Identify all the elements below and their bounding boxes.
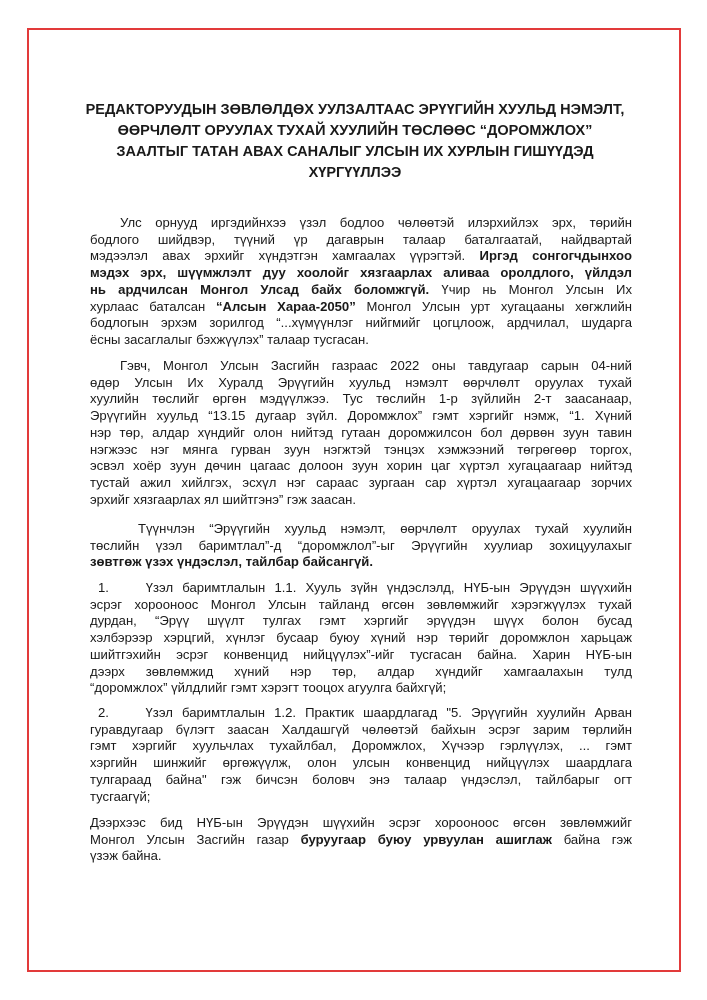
bold-text-run: буруугаар буюу урвуулан ашиглаж bbox=[300, 831, 552, 847]
text-line bbox=[90, 299, 632, 316]
text-run: байна гэж bbox=[563, 831, 632, 847]
text-run: Үчир нь Монгол Улсын Их bbox=[441, 281, 632, 297]
text-line: 1. Үзэл баримтлалын 1.1. Хууль зүйн үндэслэлд, НҮБ-ын Эрүүдэн шүүхийн bbox=[98, 580, 632, 595]
numbered-item-2 bbox=[90, 705, 632, 805]
text-line: гэмт хэргийг хуульчлах тухайлбал, Доромжлох, Хүчээр гэрлүүлэх, ... гэмт bbox=[90, 738, 632, 754]
text-line: хуулийн төслийг өргөн мэдүүлжээ. Тус төслийн 1-р зүйлийн 2-т заасанаар, bbox=[90, 391, 632, 407]
text-line: хэргийн шинжийг өргөжүүлж, олон улсын конвенцид нийцүүлэх шаардлага bbox=[90, 755, 632, 771]
text-run: мэдээлэл авах эрхийг хүндэтгэн хамгаалах үүрэгтэй. bbox=[90, 248, 466, 264]
title-line-4: ХҮРГҮҮЛЛЭЭ bbox=[308, 165, 402, 181]
text-run: Монгол Улсын Засгийн газар bbox=[90, 831, 289, 847]
text-line: нэр төр, алдар хүндийг олон нийтэд гутаан доромжилсон бол дөрвөн зуун тавин bbox=[90, 424, 632, 440]
title-line-1: РЕДАКТОРУУДЫН ЗӨВЛӨЛДӨХ УУЛЗАЛТААС ЭРҮҮГИЙН ХУУЛЬД НЭМЭЛТ, bbox=[85, 102, 625, 118]
text-line: хэлбэрээр хэрцгий, хүнлэг бусаар буюу хүний нэр төрийг доромжлон харьцаж bbox=[90, 630, 632, 646]
text-run: хурлаас баталсан bbox=[90, 298, 206, 314]
text-line: тулгараад байна" гэж бичсэн боловч энэ талаар үндэслэл, тайлбарыг огт bbox=[90, 771, 632, 787]
bold-text-run: Иргэд сонгогчдынхоо bbox=[479, 248, 633, 264]
text-line bbox=[90, 832, 632, 849]
text-run: Монгол Улсын урт хугацааны хөгжлийн bbox=[366, 298, 632, 314]
text-line: Улс орнууд иргэдийнхээ үзэл бодлоо чөлөөтэй илэрхийлэх эрх, төрийн bbox=[120, 215, 632, 230]
text-line: эрхийг хязгаарлах ял шийтгэнэ” гэж заасан. bbox=[90, 491, 357, 507]
paragraph-3 bbox=[90, 521, 632, 571]
text-line: бодлого шийдвэр, түүний үр дагаврын талаар баталгаатай, найдвартай bbox=[90, 231, 632, 247]
text-line: тустай ажил хийлгэх, эсхүл нэг сараас зургаан сар хүртэл хугацаагаар зорчих bbox=[90, 474, 632, 490]
title-line-2: ӨӨРЧЛӨЛТ ОРУУЛАХ ТУХАЙ ХУУЛИЙН ТӨСЛӨӨС “ДОРОМЖЛОХ” bbox=[117, 123, 593, 139]
text-line: тусгаагүй; bbox=[90, 788, 151, 804]
text-line: ёсны засаглалыг бэхжүүлэх” талаар тусгасан. bbox=[90, 331, 369, 347]
text-line: өдөр Улсын Их Хуралд Эрүүгийн хуульд нэмэлт өөрчлөлт оруулах тухай bbox=[90, 374, 632, 390]
text-line: эсвэл хоёр зуун дөчин цагаас долоон зуун хорин цаг хүртэл хугацаагаар нийтэд bbox=[90, 458, 632, 474]
document-title bbox=[60, 100, 650, 184]
text-line bbox=[90, 265, 632, 282]
text-line bbox=[90, 282, 632, 299]
bold-text-run: нь ардчилсан Монгол Улсад байх боломжгүй. bbox=[90, 281, 430, 297]
text-line: бодлогын эрхэм зорилгод “...хүмүүнлэг нийгмийг цогцлоож, ардчилал, шударга bbox=[90, 315, 632, 331]
text-line: Түүнчлэн “Эрүүгийн хуульд нэмэлт, өөрчлөлт оруулах тухай хуулийн bbox=[138, 521, 632, 536]
paragraph-1 bbox=[90, 215, 632, 349]
text-line: эсрэг хорооноос Монгол Улсын тайланд өгсөн зөвлөмжийг хэрэгжүүлэх тухай bbox=[90, 596, 632, 612]
conclusion-paragraph bbox=[90, 815, 632, 865]
text-line: Эрүүгийн хуульд “13.15 дугаар зүйл. Доромжлох” гэмт хэргийг нэмж, “1. Хүний bbox=[90, 408, 632, 424]
bold-text-run: “Алсын Хараа-2050” bbox=[215, 298, 356, 314]
bold-text-run: зөвтгөж үзэх үндэслэл, тайлбар байсангүй. bbox=[90, 554, 373, 570]
text-line bbox=[90, 248, 632, 265]
text-line: 2. Үзэл баримтлалын 1.2. Практик шаардлагад "5. Эрүүгийн хуулийн Арван bbox=[98, 705, 632, 720]
title-line-3: ЗААЛТЫГ ТАТАН АВАХ САНАЛЫГ УЛСЫН ИХ ХУРЛЫН ГИШҮҮДЭД bbox=[116, 144, 594, 160]
text-line: шийтгэхийн эсрэг конвенцид нийцүүлэх”-ийг тусгасан байна. Харин НҮБ-ын bbox=[90, 646, 632, 662]
text-line: “доромжлох” үйлдлийг гэмт хэрэгт тооцох агуулга байхгүй; bbox=[90, 680, 447, 696]
text-line: төслийн үзэл баримтлал”-д “доромжлол”-ыг Эрүүгийн хуулиар зохицуулахыг bbox=[90, 537, 632, 553]
text-line: Гэвч, Монгол Улсын Засгийн газраас 2022 оны тавдугаар сарын 04-ний bbox=[120, 358, 632, 373]
paragraph-2 bbox=[90, 358, 632, 508]
text-line: гуравдугаар бүлэгт заасан Халдашгүй чөлөөтэй байхын эсрэг зарим төрлийн bbox=[90, 721, 632, 737]
text-line bbox=[90, 554, 632, 571]
text-line: үзэж байна. bbox=[90, 848, 162, 864]
text-line: Дээрхээс бид НҮБ-ын Эрүүдэн шүүхийн эсрэг хорооноос өгсөн зөвлөмжийг bbox=[90, 815, 632, 830]
text-line: нэгжээс нэг мянга гурван зуун нэгжтэй тэнцэх хэмжээний төгрөгөөр торгох, bbox=[90, 441, 632, 457]
bold-text-run: мэдэх эрх, шүүмжлэлт дуу хоолойг хязгаарлах аливаа оролдлого, үйлдэл bbox=[90, 265, 632, 281]
text-line: дээрх зөвлөмжид хүний нэр төр, алдар хүндийг хамгаалахын тулд bbox=[90, 663, 632, 679]
text-line: дурдан, “Эрүү шүүлт тулгах гэмт хэргийг эрүүдэн шүүх болон бусад bbox=[90, 613, 632, 629]
numbered-item-1 bbox=[90, 580, 632, 697]
